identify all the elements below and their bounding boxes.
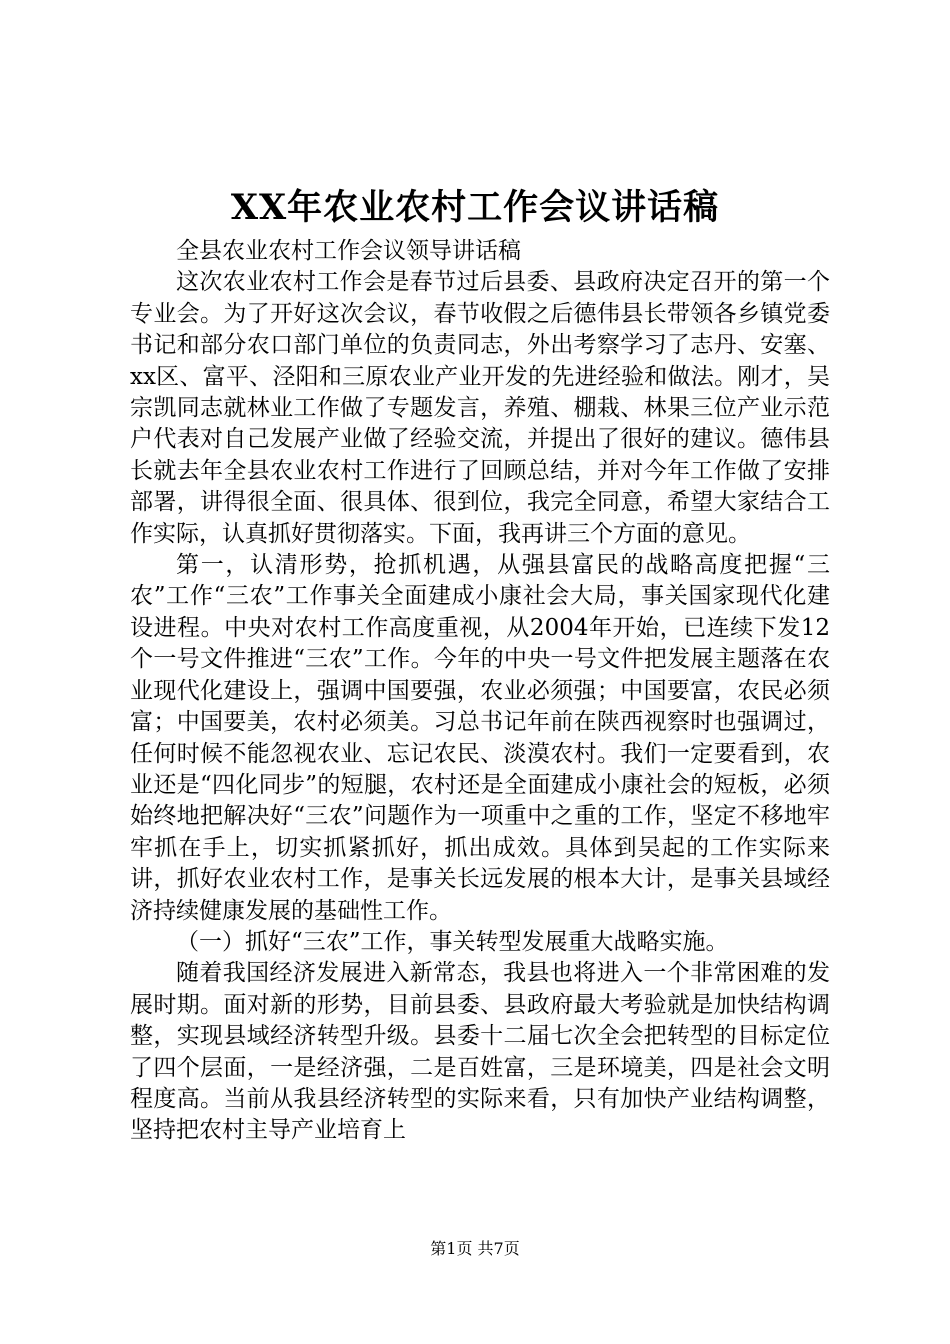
- document-body: [130, 236, 830, 1147]
- paragraph: 第一，认清形势，抢抓机遇，从强县富民的战略高度把握“三农”工作“三农”工作事关全面建成小康社会大局，事关国家现代化建设进程。中央对农村工作高度重视，从2004年开始，已连续下发12个一号文件推进“三农”工作。今年的中央一号文件把发展主题落在农业现代化建设上，强调中国要强，农业必须强；中国要富，农民必须富；中国要美，农村必须美。习总书记年前在陕西视察时也强调过，任何时候不能忽视农业、忘记农民、淡漠农村。我们一定要看到，农业还是“四化同步”的短腿，农村还是全面建成小康社会的短板，必须始终地把解决好“三农”问题作为一项重中之重的工作，坚定不移地牢牢抓在手上，切实抓紧抓好，抓出成效。具体到吴起的工作实际来讲，抓好农业农村工作，是事关长远发展的根本大计，是事关县域经济持续健康发展的基础性工作。: [130, 552, 830, 924]
- page-number-footer: 第1页 共7页: [430, 1239, 520, 1258]
- paragraph: 随着我国经济发展进入新常态，我县也将进入一个非常困难的发展时期。面对新的形势，目前县委、县政府最大考验就是加快结构调整，实现县域经济转型升级。县委十二届七次全会把转型的目标定位了四个层面，一是经济强，二是百姓富，三是环境美，四是社会文明程度高。当前从我县经济转型的实际来看，只有加快产业结构调整，坚持把农村主导产业培育上: [130, 960, 830, 1144]
- document-title: XX年农业农村工作会议讲话稿: [230, 187, 720, 228]
- paragraph: （一）抓好“三农”工作，事关转型发展重大战略实施。: [176, 928, 729, 955]
- document-subtitle: 全县农业农村工作会议领导讲话稿: [176, 238, 521, 264]
- paragraph: 这次农业农村工作会是春节过后县委、县政府决定召开的第一个专业会。为了开好这次会议，春节收假之后德伟县长带领各乡镇党委书记和部分农口部门单位的负责同志，外出考察学习了志丹、安塞、xx区、富平、泾阳和三原农业产业开发的先进经验和做法。刚才，吴宗凯同志就林业工作做了专题发言，养殖、棚栽、林果三位产业示范户代表对自己发展产业做了经验交流，并提出了很好的建议。德伟县长就去年全县农业农村工作进行了回顾总结，并对今年工作做了安排部署，讲得很全面、很具体、很到位，我完全同意，希望大家结合工作实际，认真抓好贯彻落实。下面，我再讲三个方面的意见。: [130, 269, 830, 547]
